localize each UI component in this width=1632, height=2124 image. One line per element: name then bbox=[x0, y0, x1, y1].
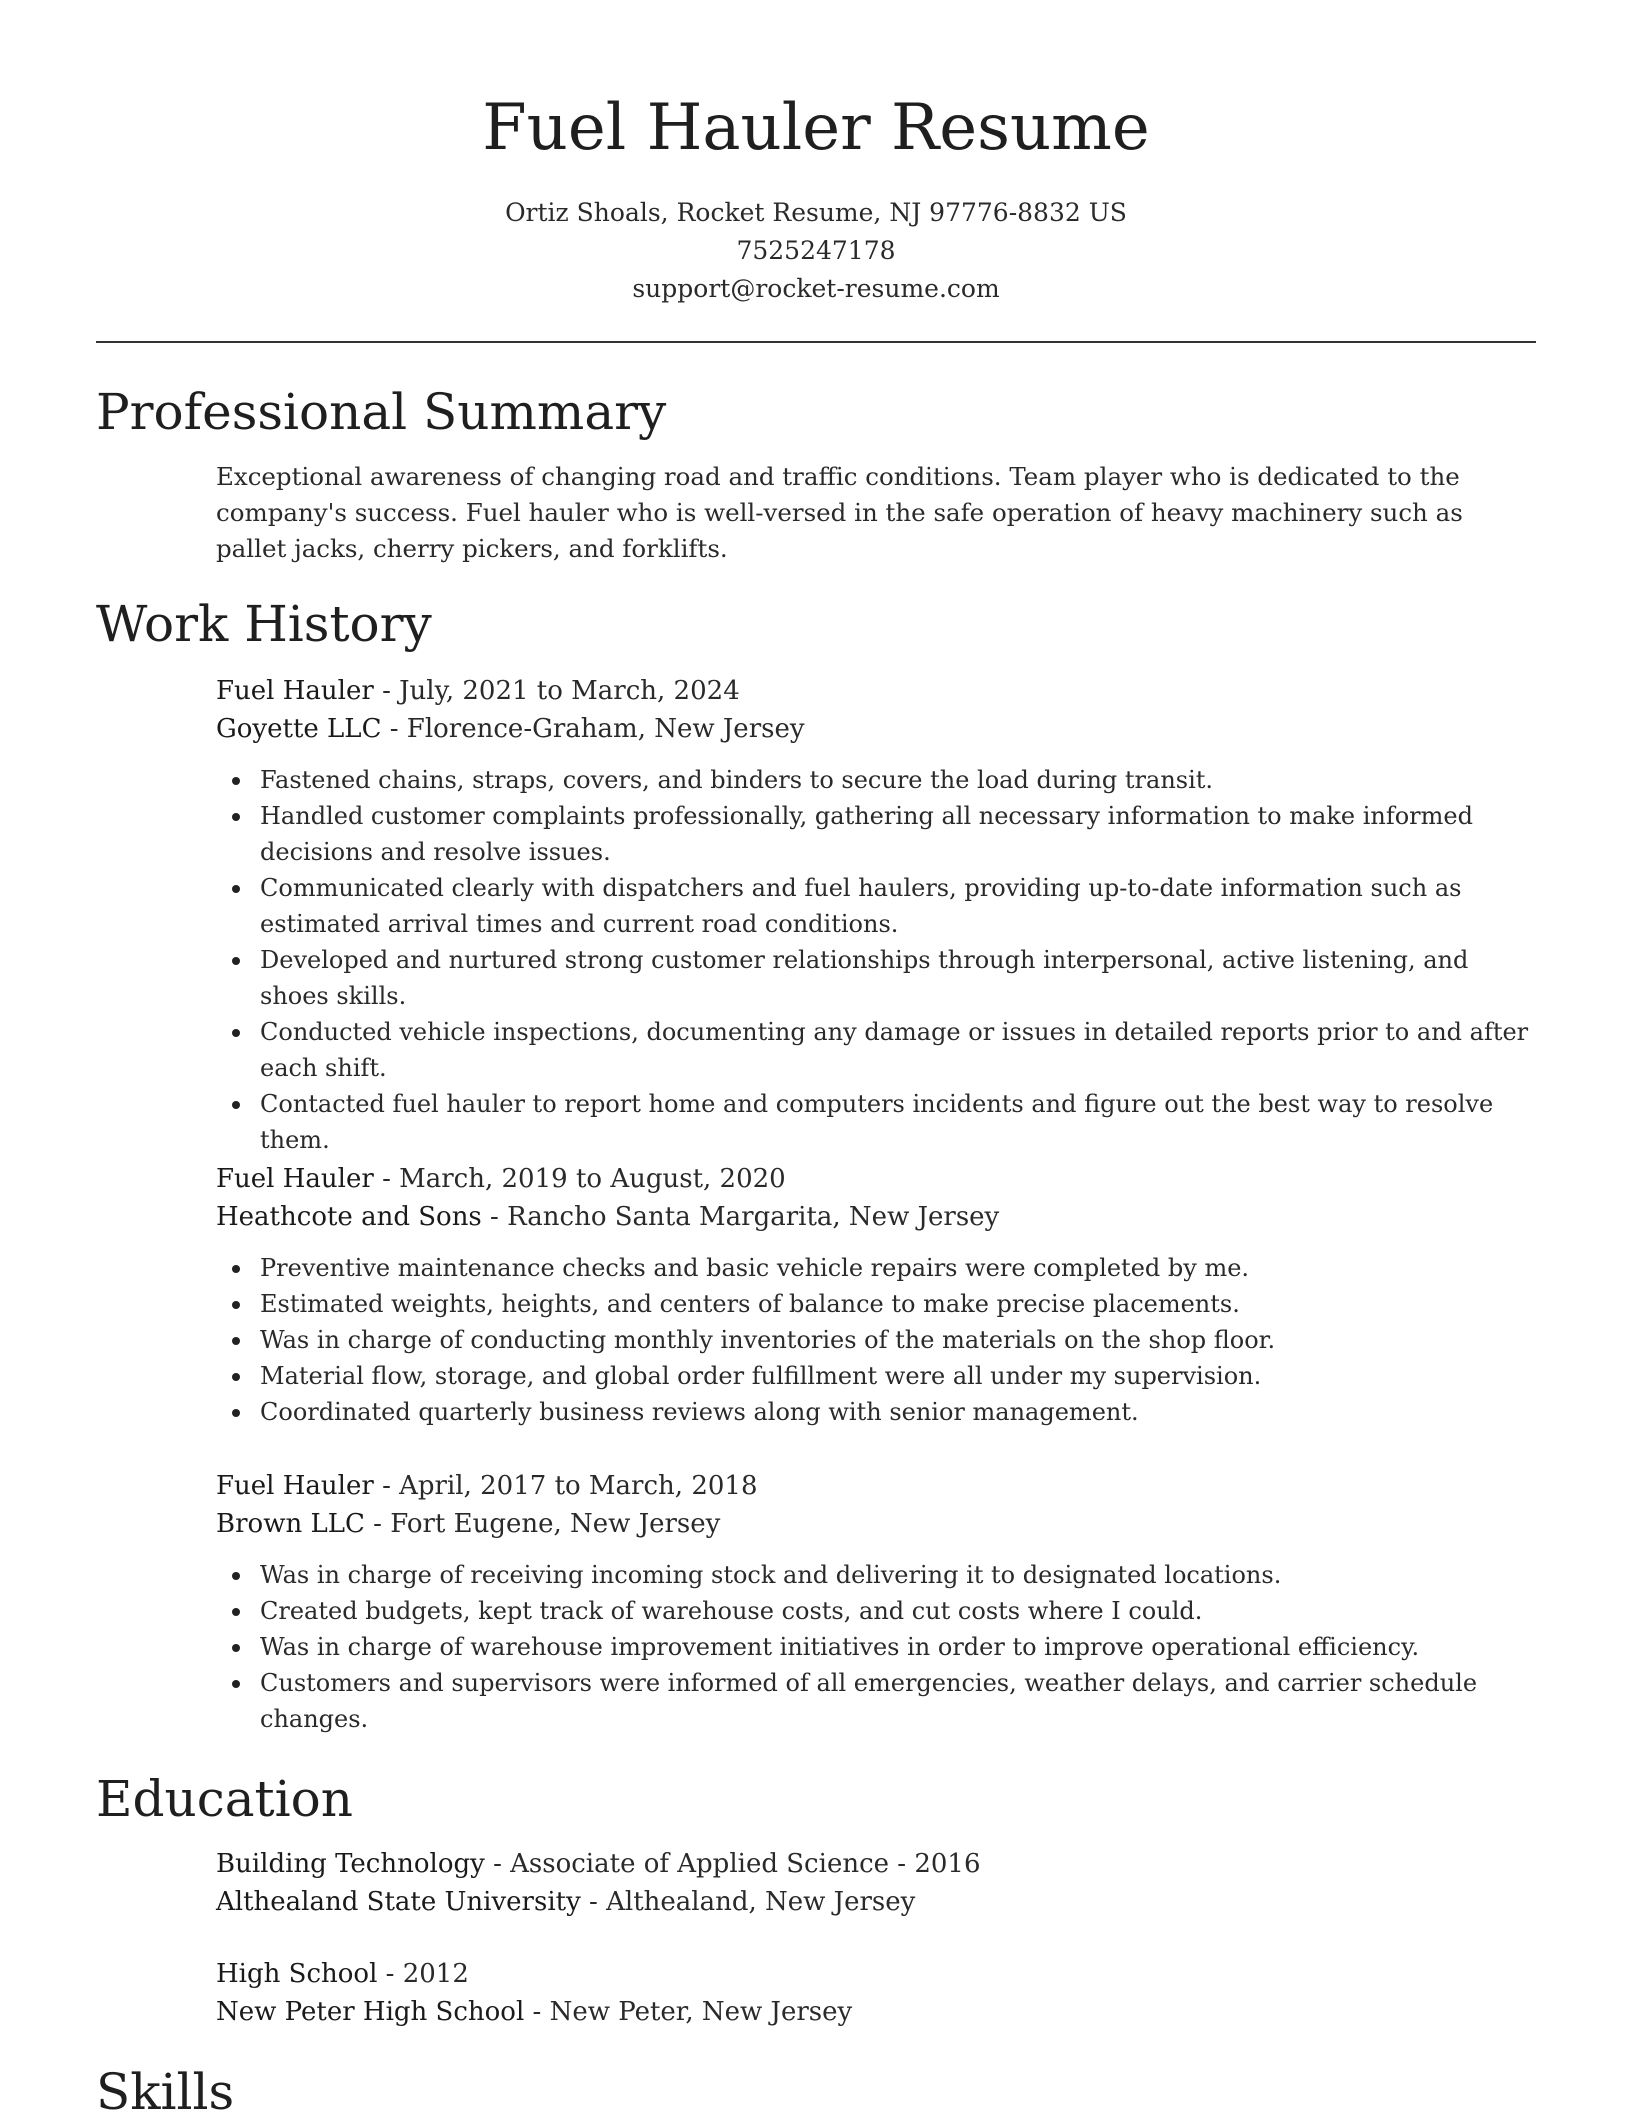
job-bullet: Created budgets, kept track of warehouse costs, and cut costs where I could. bbox=[260, 1593, 1536, 1629]
job-title: Fuel Hauler bbox=[216, 1471, 374, 1501]
education-detail: - Associate of Applied Science - 2016 bbox=[484, 1849, 981, 1879]
job-bullet: Was in charge of warehouse improvement initiatives in order to improve operational efficiency. bbox=[260, 1629, 1536, 1665]
job-title-line bbox=[216, 1467, 1536, 1505]
job-bullet: Material flow, storage, and global order fulfillment were all under my supervision. bbox=[260, 1358, 1536, 1394]
job-bullet: Preventive maintenance checks and basic vehicle repairs were completed by me. bbox=[260, 1250, 1536, 1286]
education-location: - Althealand, New Jersey bbox=[580, 1887, 916, 1917]
job-bullets bbox=[216, 762, 1536, 1158]
education-degree-line bbox=[216, 1955, 1536, 1993]
education-location: - New Peter, New Jersey bbox=[524, 1997, 853, 2027]
job-location: - Fort Eugene, New Jersey bbox=[364, 1509, 721, 1539]
email-text: support@rocket-resume.com bbox=[632, 274, 1000, 303]
phone-text: 7525247178 bbox=[736, 236, 896, 265]
education-detail: - 2012 bbox=[377, 1959, 469, 1989]
job-bullet: Was in charge of receiving incoming stock and delivering it to designated locations. bbox=[260, 1557, 1536, 1593]
job-bullet: Conducted vehicle inspections, documenting any damage or issues in detailed reports prior to and after each shift. bbox=[260, 1014, 1536, 1086]
summary-section bbox=[216, 459, 1536, 567]
contact-info bbox=[0, 194, 1632, 308]
education-entry bbox=[216, 1845, 1536, 1921]
job-entry bbox=[216, 1467, 1536, 1737]
education-school-line bbox=[216, 1883, 1536, 1921]
job-location: - Rancho Santa Margarita, New Jersey bbox=[481, 1202, 1000, 1232]
job-entry bbox=[216, 672, 1536, 1158]
education-degree: Building Technology bbox=[216, 1849, 485, 1879]
address-text: Ortiz Shoals, Rocket Resume, NJ 97776-8832 US bbox=[505, 198, 1127, 227]
job-company-line bbox=[216, 1198, 1536, 1236]
summary-text: Exceptional awareness of changing road and traffic conditions. Team player who is dedicated to the company's success. Fuel hauler who is well-versed in the safe operation of heavy machinery such as pallet jacks, cherry pickers, and forklifts. bbox=[216, 462, 1463, 563]
job-bullet: Contacted fuel hauler to report home and computers incidents and figure out the best way to resolve them. bbox=[260, 1086, 1536, 1158]
job-bullet: Handled customer complaints professionally, gathering all necessary information to make informed decisions and resolve issues. bbox=[260, 798, 1536, 870]
job-bullet: Fastened chains, straps, covers, and binders to secure the load during transit. bbox=[260, 762, 1536, 798]
education-entry bbox=[216, 1955, 1536, 2031]
education-degree-line bbox=[216, 1845, 1536, 1883]
summary-heading: Professional Summary bbox=[96, 383, 667, 441]
job-bullet: Communicated clearly with dispatchers and fuel haulers, providing up-to-date information such as estimated arrival times and current road conditions. bbox=[260, 870, 1536, 942]
work-history-heading: Work History bbox=[96, 595, 432, 653]
job-title-line bbox=[216, 1160, 1536, 1198]
job-bullets bbox=[216, 1250, 1536, 1430]
job-dates: - July, 2021 to March, 2024 bbox=[373, 676, 740, 706]
job-bullet: Customers and supervisors were informed of all emergencies, weather delays, and carrier schedule changes. bbox=[260, 1665, 1536, 1737]
education-degree: High School bbox=[216, 1959, 378, 1989]
job-location: - Florence-Graham, New Jersey bbox=[381, 714, 805, 744]
job-company: Goyette LLC bbox=[216, 714, 382, 744]
job-bullet: Was in charge of conducting monthly inventories of the materials on the shop floor. bbox=[260, 1322, 1536, 1358]
skills-heading: Skills bbox=[96, 2063, 235, 2121]
job-title-line bbox=[216, 672, 1536, 710]
education-school: Althealand State University bbox=[216, 1887, 581, 1917]
job-bullet: Developed and nurtured strong customer relationships through interpersonal, active listening, and shoes skills. bbox=[260, 942, 1536, 1014]
resume-title: Fuel Hauler Resume bbox=[482, 91, 1150, 165]
job-bullets bbox=[216, 1557, 1536, 1737]
education-school-line bbox=[216, 1993, 1536, 2031]
job-entry bbox=[216, 1160, 1536, 1430]
job-bullet: Coordinated quarterly business reviews along with senior management. bbox=[260, 1394, 1536, 1430]
job-company-line bbox=[216, 710, 1536, 748]
job-company: Brown LLC bbox=[216, 1509, 365, 1539]
resume-header bbox=[0, 0, 1632, 308]
job-company-line bbox=[216, 1505, 1536, 1543]
header-divider bbox=[96, 341, 1536, 343]
job-dates: - March, 2019 to August, 2020 bbox=[373, 1164, 786, 1194]
job-company: Heathcote and Sons bbox=[216, 1202, 482, 1232]
job-bullet: Estimated weights, heights, and centers of balance to make precise placements. bbox=[260, 1286, 1536, 1322]
education-school: New Peter High School bbox=[216, 1997, 525, 2027]
job-dates: - April, 2017 to March, 2018 bbox=[373, 1471, 758, 1501]
job-title: Fuel Hauler bbox=[216, 676, 374, 706]
education-heading: Education bbox=[96, 1770, 353, 1828]
job-title: Fuel Hauler bbox=[216, 1164, 374, 1194]
